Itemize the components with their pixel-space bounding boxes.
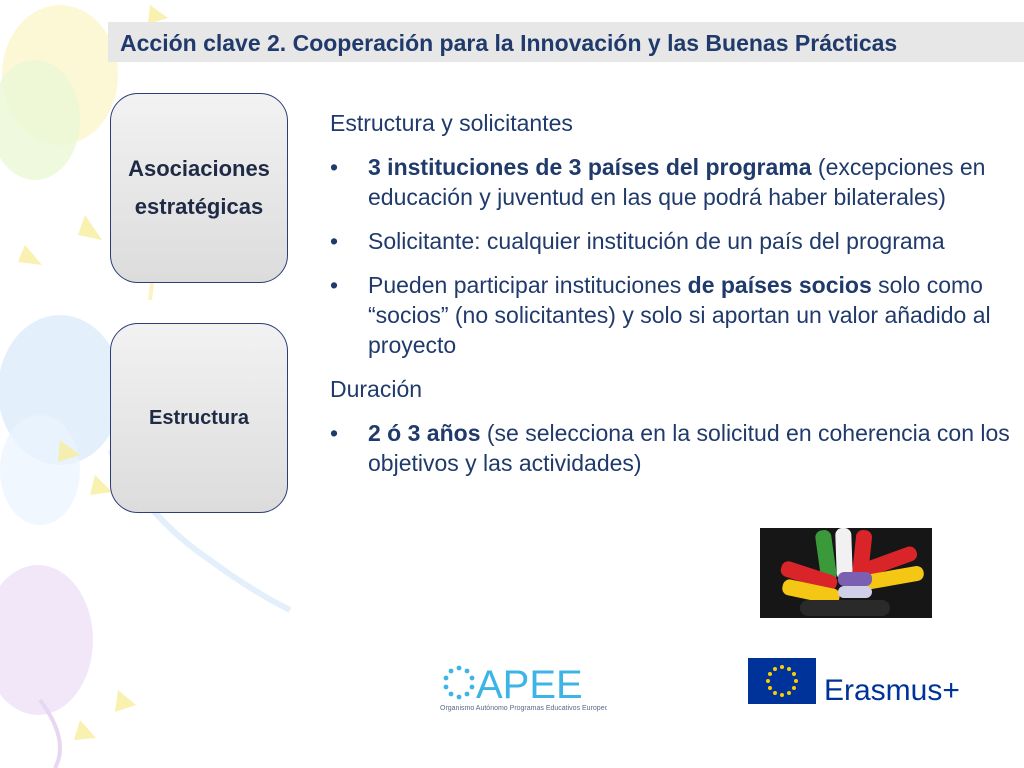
apee-logo <box>432 656 607 716</box>
bullet-text: Solicitante: cualquier institución de un país del programa <box>368 228 945 254</box>
section-heading-estructura: Estructura y solicitantes <box>330 110 573 136</box>
sidebar-box-estructura <box>110 323 288 513</box>
apee-subtitle: Organismo Autónomo Programas Educativos Europeos <box>440 705 607 712</box>
erasmus-plus-logo <box>748 656 988 710</box>
box-label-asociaciones <box>128 150 270 226</box>
bullet-icon: • <box>330 420 339 446</box>
bullet-text: 2 ó 3 años (se selecciona en la solicitud en coherencia con los objetivos y las actividades) <box>368 420 1010 476</box>
bullet-item <box>330 226 1020 256</box>
main-content <box>330 108 1020 492</box>
bullet-text: 3 instituciones de 3 países del programa (excepciones en educación y juventud en las que podrá haber bilaterales) <box>368 154 986 210</box>
sidebar-box-asociaciones <box>110 93 288 283</box>
page-title: Acción clave 2. Cooperación para la Innovación y las Buenas Prácticas <box>120 30 898 56</box>
bullet-item <box>330 418 1020 478</box>
section-heading-duracion: Duración <box>330 376 423 402</box>
box1-line2: estratégicas <box>134 194 264 219</box>
erasmus-name: Erasmus+ <box>824 674 960 707</box>
apee-name: APEE <box>476 663 583 707</box>
bullet-icon: • <box>330 272 339 298</box>
hands-flags-photo <box>760 528 932 618</box>
bullet-icon: • <box>330 228 339 254</box>
bullet-text: Pueden participar instituciones de países socios solo como “socios” (no solicitantes) y solo si aportan un valor añadido al proyecto <box>368 272 991 358</box>
box1-line1: Asociaciones <box>128 156 270 181</box>
bullet-item <box>330 270 1020 360</box>
title-bar <box>108 22 1024 62</box>
box-label-estructura: Estructura <box>148 406 250 429</box>
bullet-item <box>330 152 1020 212</box>
bullet-icon: • <box>330 154 339 180</box>
